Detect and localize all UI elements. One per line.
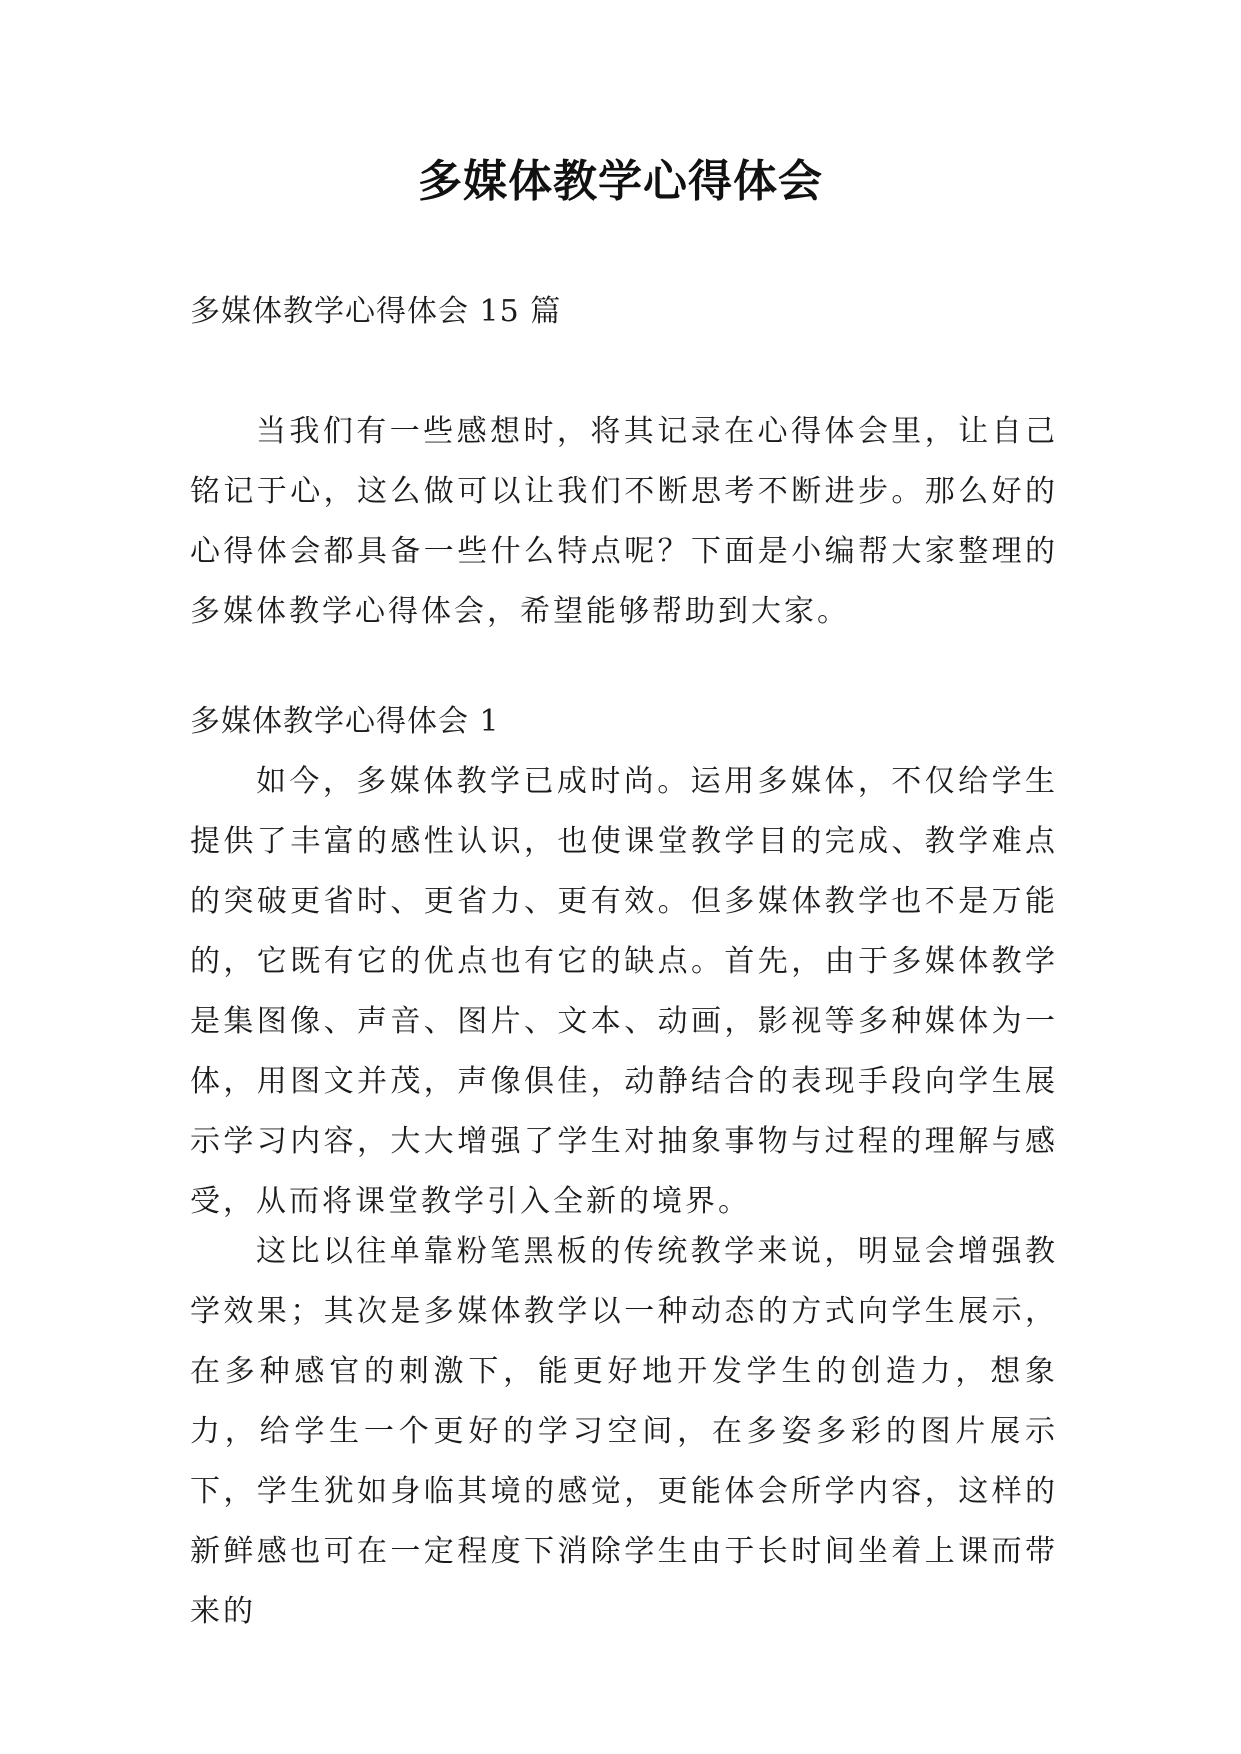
document-subtitle: 多媒体教学心得体会 15 篇	[190, 294, 562, 329]
section-heading: 多媒体教学心得体会 1	[190, 704, 500, 739]
page-title: 多媒体教学心得体会	[418, 156, 823, 207]
body-paragraph-1: 如今，多媒体教学已成时尚。运用多媒体，不仅给学生提供了丰富的感性认识，也使课堂教学目的完成、教学难点的突破更省时、更省力、更有效。但多媒体教学也不是万能的，它既有它的优点也有它的缺点。首先，由于多媒体教学是集图像、声音、图片、文本、动画，影视等多种媒体为一体，用图文并茂，声像俱佳，动静结合的表现手段向学生展示学习内容，大大增强了学生对抽象事物与过程的理解与感受，从而将课堂教学引入全新的境界。	[190, 764, 1058, 1219]
body-paragraph-2: 这比以往单靠粉笔黑板的传统教学来说，明显会增强教学效果；其次是多媒体教学以一种动态的方式向学生展示，在多种感官的刺激下，能更好地开发学生的创造力，想象力，给学生一个更好的学习空间，在多姿多彩的图片展示下，学生犹如身临其境的感觉，更能体会所学内容，这样的新鲜感也可在一定程度下消除学生由于长时间坐着上课而带来的	[190, 1234, 1058, 1629]
intro-paragraph: 当我们有一些感想时，将其记录在心得体会里，让自己铭记于心，这么做可以让我们不断思考不断进步。那么好的心得体会都具备一些什么特点呢？下面是小编帮大家整理的多媒体教学心得体会，希望能够帮助到大家。	[190, 414, 1058, 629]
